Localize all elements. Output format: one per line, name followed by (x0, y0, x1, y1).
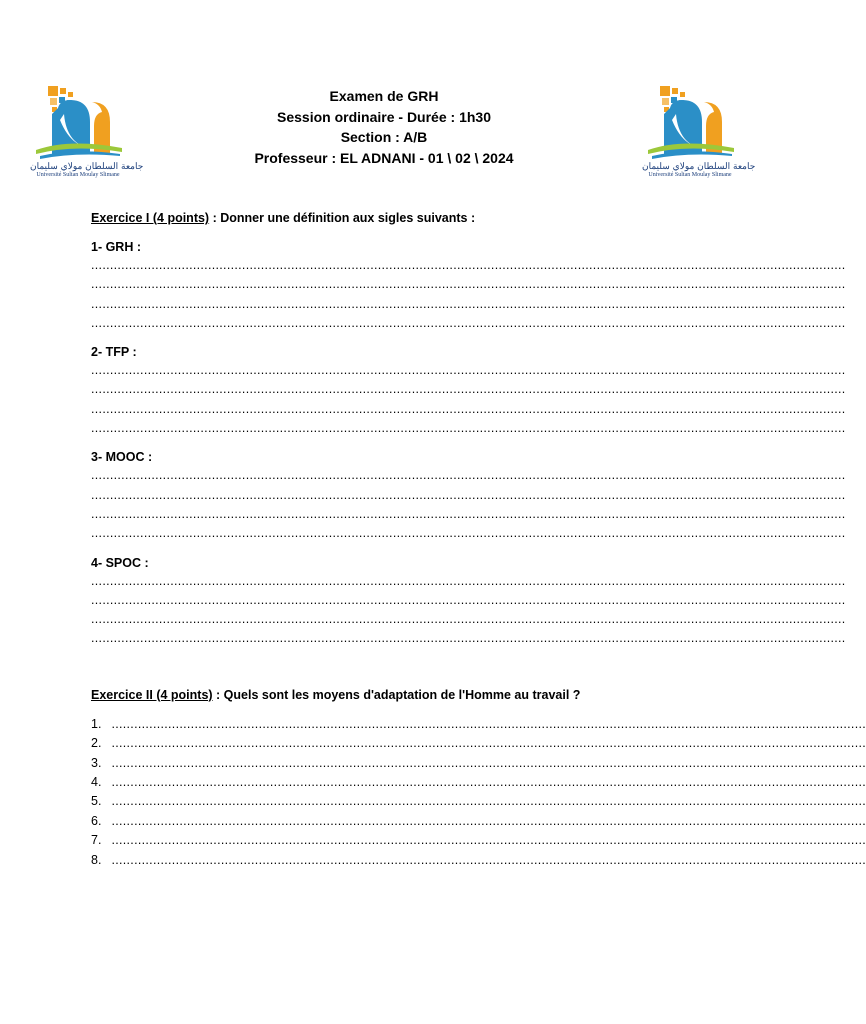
answer-line[interactable]: ........................................................................................................................................................................................................ (91, 487, 846, 502)
exercise-1-heading: Exercice I (4 points) (91, 211, 210, 225)
exercise-1-title (91, 208, 675, 228)
logo-arabic-caption: جامعة السلطان مولاي سليمان (30, 162, 144, 172)
exam-title: Examen de GRH (329, 88, 439, 104)
logo-arabic-caption: جامعة السلطان مولاي سليمان (642, 162, 756, 172)
list-item (91, 773, 866, 792)
answer-line[interactable]: ........................................................................................................................................................................................................ (111, 813, 866, 828)
question-label: 3- MOOC : (91, 450, 153, 465)
item-number: 7. (91, 833, 102, 848)
question-mooc (91, 448, 846, 543)
answer-line[interactable]: ........................................................................................................................................................................................................ (91, 382, 846, 397)
question-label: 2- TFP : (91, 345, 137, 360)
question-spoc (91, 554, 846, 649)
item-number: 3. (91, 755, 102, 770)
item-number: 4. (91, 774, 102, 789)
answer-line[interactable]: ........................................................................................................................................................................................................ (111, 736, 866, 751)
answer-line[interactable]: ........................................................................................................................................................................................................ (111, 716, 866, 731)
list-item (91, 734, 866, 753)
professor-date: Professeur : EL ADNANI - 01 \ 02 \ 2024 (254, 149, 514, 166)
item-number: 6. (91, 813, 102, 828)
answer-line[interactable]: ........................................................................................................................................................................................................ (91, 526, 846, 541)
exam-header (200, 86, 568, 168)
university-emblem-icon (642, 82, 738, 164)
answer-line[interactable]: ........................................................................................................................................................................................................ (91, 612, 846, 627)
answer-line[interactable]: ........................................................................................................................................................................................................ (111, 833, 866, 848)
section-label: Section : A/B (340, 129, 428, 145)
question-grh (91, 238, 846, 333)
question-label: 4- SPOC : (91, 555, 149, 570)
answer-line[interactable]: ........................................................................................................................................................................................................ (111, 755, 866, 770)
answer-line[interactable]: ........................................................................................................................................................................................................ (91, 296, 846, 311)
exercise-2-title (91, 685, 675, 705)
item-number: 2. (91, 736, 102, 751)
exercise-1-instruction: : Donner une définition aux sigles suivants : (209, 211, 476, 225)
university-emblem-icon (30, 82, 126, 164)
exercise-2-instruction: : Quels sont les moyens d'adaptation de l'Homme au travail ? (212, 687, 581, 702)
answer-line[interactable]: ........................................................................................................................................................................................................ (111, 794, 866, 809)
answer-line[interactable]: ........................................................................................................................................................................................................ (91, 277, 846, 292)
answer-line[interactable]: ........................................................................................................................................................................................................ (91, 401, 846, 416)
answer-line[interactable]: ........................................................................................................................................................................................................ (91, 573, 846, 588)
list-item (91, 812, 866, 831)
university-logo-left (30, 82, 144, 186)
answer-line[interactable]: ........................................................................................................................................................................................................ (111, 852, 866, 867)
item-number: 1. (91, 716, 102, 731)
list-item (91, 851, 866, 870)
answer-line[interactable]: ........................................................................................................................................................................................................ (91, 421, 846, 436)
question-label: 1- GRH : (91, 240, 141, 254)
logo-french-caption: Université Sultan Moulay Slimane (36, 172, 120, 178)
item-number: 8. (91, 852, 102, 867)
list-item (91, 831, 866, 850)
logo-french-caption: Université Sultan Moulay Slimane (648, 172, 732, 178)
answer-line[interactable]: ........................................................................................................................................................................................................ (91, 363, 846, 378)
answer-line[interactable]: ........................................................................................................................................................................................................ (91, 506, 846, 521)
question-tfp (91, 343, 846, 438)
session-duration: Session ordinaire - Durée : 1h30 (277, 108, 491, 125)
answer-line[interactable]: ........................................................................................................................................................................................................ (111, 774, 866, 789)
list-item (91, 715, 866, 734)
answer-line[interactable]: ........................................................................................................................................................................................................ (91, 592, 846, 607)
answer-line[interactable]: ........................................................................................................................................................................................................ (91, 468, 846, 483)
exercise-2-heading: Exercice II (4 points) (91, 687, 213, 702)
answer-line[interactable]: ........................................................................................................................................................................................................ (91, 258, 846, 272)
answer-line[interactable]: ........................................................................................................................................................................................................ (91, 315, 846, 330)
university-logo-right (642, 82, 756, 186)
exam-content (91, 208, 866, 870)
answer-list (91, 715, 866, 870)
item-number: 5. (91, 794, 102, 809)
list-item (91, 792, 866, 811)
answer-line[interactable]: ........................................................................................................................................................................................................ (91, 631, 846, 646)
list-item (91, 754, 866, 773)
